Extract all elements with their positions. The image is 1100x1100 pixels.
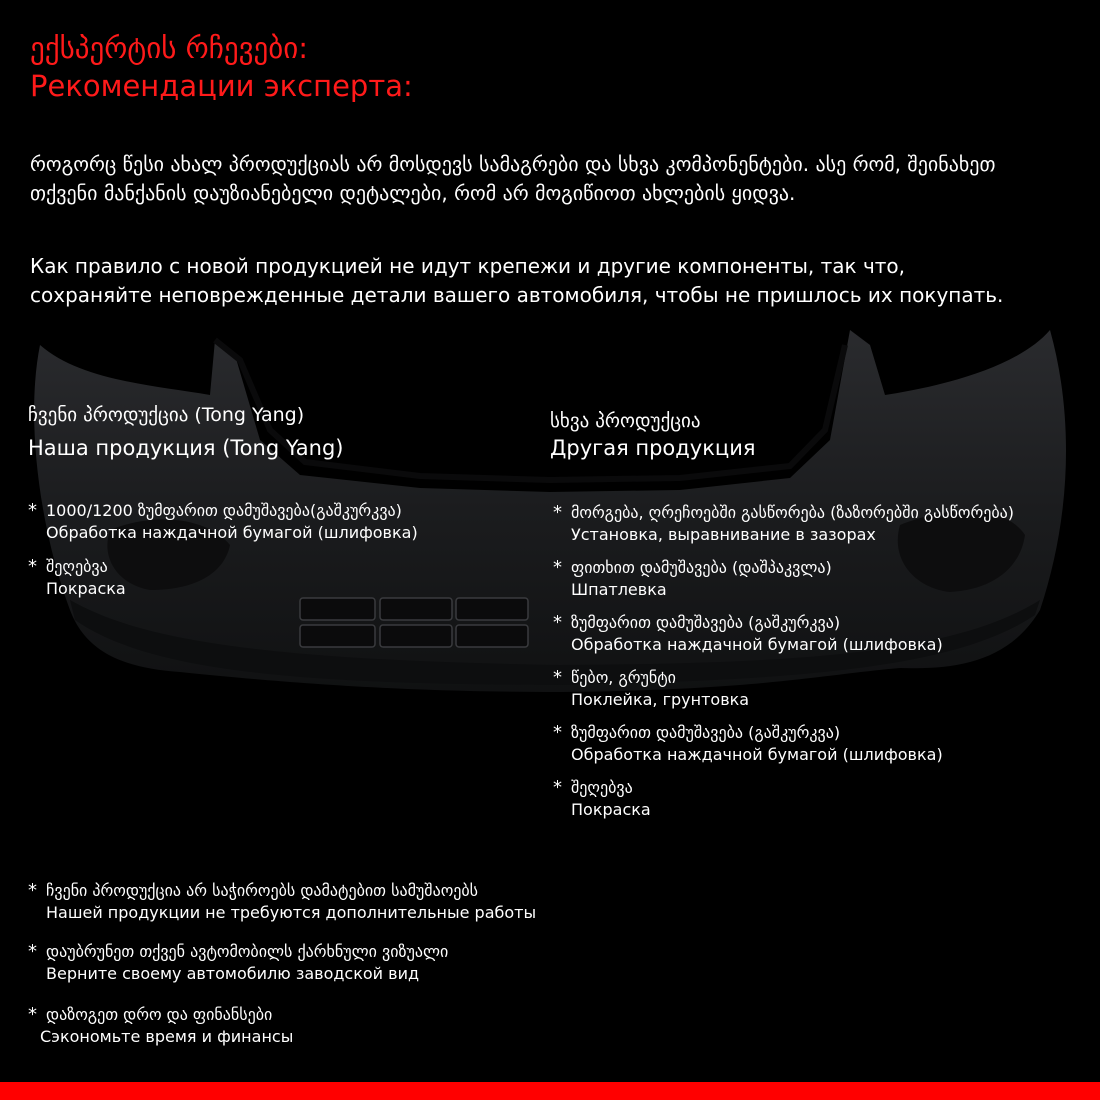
benefit-item: * დაუბრუნეთ თქვენ ავტომობილს ქარხნული ვიზუალი Верните своему автомобилю заводской вид (28, 941, 449, 983)
our-product-item: * შეღებვა Покраска (28, 556, 126, 598)
page-title-ka: ექსპერტის რჩევები: (30, 31, 308, 65)
benefit-item: * დაზოგეთ დრო და ფინანსები Сэкономьте время и финансы (28, 1004, 294, 1046)
other-product-title-ru: Другая продукция (550, 436, 756, 460)
other-product-item: * ზუმფარით დამუშავება (გაშკურკვა) Обработка наждачной бумагой (шлифовка) (553, 722, 943, 764)
other-product-item: * წებო, გრუნტი Поклейка, грунтовка (553, 667, 750, 709)
intro-text-ka: როგორც წესი ახალ პროდუქციას არ მოსდევს სამაგრები და სხვა კომპონენტები. ასე რომ, შეინახეთ თქვენი მანქანის დაუზიანებელი დეტალები, რომ არ მოგიწიოთ ახლების ყიდვა. (30, 152, 996, 205)
our-product-title-ka: ჩვენი პროდუქცია (Tong Yang) (28, 404, 305, 426)
our-product-title-ru: Наша продукция (Tong Yang) (28, 436, 344, 460)
other-product-item: * ზუმფარით დამუშავება (გაშკურკვა) Обработка наждачной бумагой (шлифовка) (553, 612, 943, 654)
bottom-red-bar (0, 1082, 1100, 1100)
other-product-title-ka: სხვა პროდუქცია (550, 410, 701, 432)
other-product-item: * მორგება, ღრეჩოებში გასწორება (ზაზორებში გასწორება) Установка, выравнивание в зазорах (553, 502, 1014, 544)
intro-text-ru: Как правило с новой продукцией не идут крепежи и другие компоненты, так что, сохраняйте неповрежденные детали вашего автомобиля, чтобы не пришлось их покупать. (30, 254, 1004, 307)
benefit-item: * ჩვენი პროდუქცია არ საჭიროებს დამატებით სამუშაოებს Нашей продукции не требуются дополнительные работы (28, 880, 537, 922)
page-title-ru: Рекомендации эксперта: (30, 69, 413, 103)
our-product-item: * 1000/1200 ზუმფარით დამუშავება(გაშკურკვა) Обработка наждачной бумагой (шлифовка) (28, 500, 418, 542)
other-product-item: * შეღებვა Покраска (553, 777, 651, 819)
other-product-item: * ფითხით დამუშავება (დაშპაკვლა) Шпатлевка (553, 557, 832, 599)
